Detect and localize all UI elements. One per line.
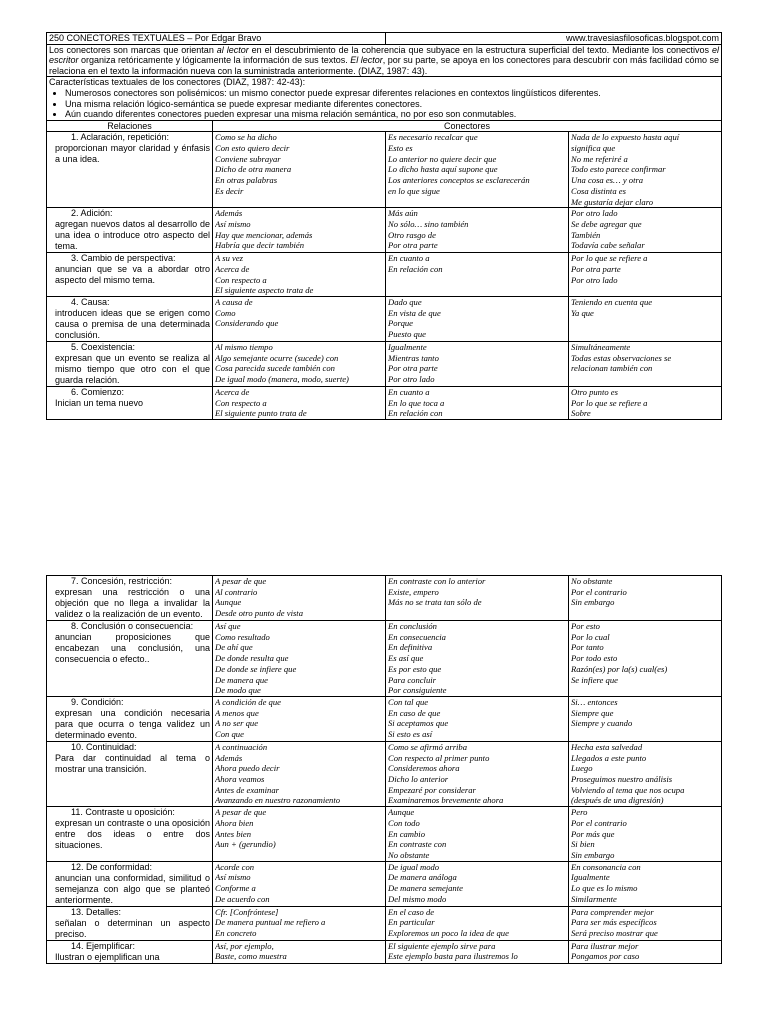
connector-list xyxy=(213,342,386,387)
intro-row xyxy=(47,44,722,77)
connector-item: A su vez xyxy=(215,253,244,264)
connector-item: Al contrario xyxy=(215,586,258,597)
connector-item: Ya que xyxy=(571,307,594,318)
connector-item: Todo esto parece confirmar xyxy=(571,164,666,175)
connector-item: Será preciso mostrar que xyxy=(571,928,658,939)
connector-item: Sin embargo xyxy=(571,849,615,860)
connector-list xyxy=(386,906,569,940)
connector-item: Más aún xyxy=(388,208,418,219)
connector-item: Para ilustrar mejor xyxy=(571,940,639,951)
connector-item: Mientras tanto xyxy=(388,352,439,363)
connector-item: Por todo esto xyxy=(571,653,618,664)
relation-row xyxy=(47,387,722,420)
connector-item: en lo que sigue xyxy=(388,185,440,196)
connector-item: De manera puntual me refiero a xyxy=(215,917,326,928)
connector-list xyxy=(569,807,722,862)
relation-title: 10. Continuidad: xyxy=(71,741,137,752)
connector-item: Es así que xyxy=(388,653,424,664)
connector-item: Razón(es) por la(s) cual(es) xyxy=(571,663,668,674)
connector-item: En el caso de xyxy=(388,906,435,917)
relation-cell xyxy=(47,807,213,862)
connector-item: De igual modo xyxy=(388,861,440,872)
relation-cell xyxy=(47,387,213,420)
connector-list xyxy=(213,696,386,741)
connector-item: En cuanto a xyxy=(388,387,430,398)
connector-item: Así mismo xyxy=(215,872,251,883)
relation-description: anuncian proposiciones que encabezan una conclusión, una consecuencia o efecto.. xyxy=(55,632,210,664)
connector-list xyxy=(386,696,569,741)
connector-item: Nada de lo expuesto hasta aquí xyxy=(571,132,680,143)
relation-row xyxy=(47,621,722,697)
relation-title: 6. Comienzo: xyxy=(71,387,125,398)
relation-description: expresan una condición necesaria para que ocurra o tenga validez un determinado evento. xyxy=(55,707,210,740)
connector-item: Todavía cabe señalar xyxy=(571,240,645,251)
connector-item: En relación con xyxy=(388,263,443,274)
connector-item: Por otro lado xyxy=(571,208,618,219)
relation-title: 12. De conformidad: xyxy=(71,861,153,872)
connector-item: Lo dicho hasta aquí supone que xyxy=(388,164,498,175)
connector-list xyxy=(213,741,386,806)
connector-item: Igualmente xyxy=(571,872,610,883)
connector-list xyxy=(213,940,386,963)
connector-item: Esto es xyxy=(388,143,413,154)
relation-cell xyxy=(47,861,213,906)
relation-description: Ilustran o ejemplifican una xyxy=(55,951,160,962)
connector-item: A condición de que xyxy=(215,696,281,707)
connector-list xyxy=(213,576,386,621)
relation-description: expresan una restricción o una objeción que no llega a invalidar la validez o la realización de un evento. xyxy=(55,587,210,619)
connector-item: Todas estas observaciones se xyxy=(571,352,672,363)
relation-description: señalan o determinan un aspecto preciso. xyxy=(55,917,210,939)
relation-description: anuncian que se va a abordar otro aspecto del mismo tema. xyxy=(55,264,210,286)
connector-list xyxy=(386,940,569,963)
connector-item: Con respecto a xyxy=(215,397,267,408)
relation-row xyxy=(47,940,722,963)
connector-item: En otras palabras xyxy=(215,175,278,186)
connector-item: Siempre y cuando xyxy=(571,718,633,729)
connector-item: A causa de xyxy=(215,297,253,308)
connector-item: Dado que xyxy=(388,297,422,308)
relation-row xyxy=(47,342,722,387)
connector-list xyxy=(386,208,569,253)
relation-cell xyxy=(47,253,213,297)
connector-item: Algo semejante ocurre (sucede) con xyxy=(215,352,339,363)
connector-item: Si… entonces xyxy=(571,696,618,707)
relation-row xyxy=(47,861,722,906)
connector-item: Con que xyxy=(215,729,244,740)
connector-list xyxy=(213,253,386,297)
characteristics-list xyxy=(49,88,719,120)
relation-description: proporcionan mayor claridad y énfasis a una idea. xyxy=(55,143,210,165)
relation-row xyxy=(47,208,722,253)
connector-item: Si bien xyxy=(571,839,595,850)
intro-paragraph: Los conectores son marcas que orientan al lector en el descubrimiento de la coherencia que subyace en la estructura superficial del texto. Mediante los conectivos el escritor organiza retóricamente y lógicamente la información de sus textos. El lector, por su parte, se apoya en los conectores para descubrir con más facilidad cómo se relaciona en el texto la información nueva con la suministrada anteriormente. (DIAZ, 1987: 43). xyxy=(47,44,722,77)
connector-item: Al mismo tiempo xyxy=(215,342,273,353)
connector-item: Así que xyxy=(215,621,241,631)
connector-item: Dicho de otra manera xyxy=(215,164,292,175)
connector-item: Volviendo al tema que nos ocupa xyxy=(571,784,685,795)
relation-row xyxy=(47,807,722,862)
connector-item: Aunque xyxy=(388,807,415,818)
connector-item: Es por esto que xyxy=(388,663,442,674)
relation-title: 8. Conclusión o consecuencia: xyxy=(71,621,194,631)
connector-item: Otro rasgo de xyxy=(388,229,436,240)
connector-list xyxy=(569,297,722,342)
connector-item: Para comprender mejor xyxy=(571,906,654,917)
connector-item: Cosa distinta es xyxy=(571,185,626,196)
connector-item: No obstante xyxy=(571,576,613,586)
connector-item: Simultáneamente xyxy=(571,342,631,353)
connector-item: Se infiere que xyxy=(571,674,618,685)
connector-list xyxy=(386,253,569,297)
characteristic-item: • Numerosos conectores son polisémicos: un mismo conector puede expresar diferentes relaciones en contextos lingüísticos diferentes. xyxy=(65,88,719,99)
connector-item: En particular xyxy=(388,917,435,928)
connector-item: Ahora puedo decir xyxy=(215,763,280,774)
connector-list xyxy=(569,906,722,940)
connector-item: Por lo que se refiere a xyxy=(571,253,648,264)
connector-item: Similarmente xyxy=(571,893,617,904)
connector-item: Se debe agregar que xyxy=(571,218,642,229)
relation-title: 7. Concesión, restricción: xyxy=(71,576,173,586)
relation-cell xyxy=(47,940,213,963)
connector-list xyxy=(569,621,722,697)
connector-item: Los anteriores conceptos se esclarecerán xyxy=(388,175,530,186)
relation-cell xyxy=(47,741,213,806)
relation-description: anuncian una conformidad, similitud o semejanza con algo que se planteó anteriormente. xyxy=(55,872,210,905)
connector-item: En contraste con lo anterior xyxy=(388,576,486,586)
connector-item: Antes de examinar xyxy=(215,784,279,795)
connector-item: Por lo que se refiere a xyxy=(571,397,648,408)
connector-item: Así, por ejemplo, xyxy=(215,940,274,951)
connector-item: De igual modo (manera, modo, suerte) xyxy=(215,374,349,385)
connector-item: Desde otro punto de vista xyxy=(215,608,303,619)
relation-description: agregan nuevos datos al desarrollo de una idea o introduce otro aspecto del tema. xyxy=(55,219,210,252)
connector-list xyxy=(569,576,722,621)
connector-item: Como se ha dicho xyxy=(215,132,277,143)
connector-item: A pesar de que xyxy=(215,807,267,818)
connector-item: Por otra parte xyxy=(388,363,438,374)
connector-item: Con esto quiero decir xyxy=(215,143,290,154)
connector-item: Dicho lo anterior xyxy=(388,774,449,785)
relation-row xyxy=(47,297,722,342)
connector-item: Hay que mencionar, además xyxy=(215,229,313,240)
relation-title: 11. Contraste u oposición: xyxy=(71,807,175,818)
connector-list xyxy=(213,807,386,862)
relation-description: Para dar continuidad al tema o mostrar una transición. xyxy=(55,752,210,774)
relation-cell xyxy=(47,906,213,940)
connector-item: En cuanto a xyxy=(388,253,430,264)
column-header-conectores: Conectores xyxy=(213,120,722,132)
connector-item: Por tanto xyxy=(571,642,604,653)
connector-item: Por lo cual xyxy=(571,631,610,642)
characteristics-row xyxy=(47,77,722,120)
connector-item: De manera que xyxy=(215,674,268,685)
connector-item: significa que xyxy=(571,143,616,154)
connector-item: Por más que xyxy=(571,828,615,839)
connector-item: Por el contrario xyxy=(571,817,627,828)
connector-item: Aun + (gerundio) xyxy=(215,839,276,850)
connector-item: Por otra parte xyxy=(571,263,621,274)
connector-item: Si aceptamos que xyxy=(388,718,449,729)
connector-list xyxy=(213,861,386,906)
relation-row xyxy=(47,253,722,297)
connector-item: Este ejemplo basta para ilustremos lo xyxy=(388,951,518,962)
connector-list xyxy=(386,807,569,862)
connector-item: Pongamos por caso xyxy=(571,951,640,962)
connector-item: Puesto que xyxy=(388,329,426,340)
characteristic-item: • Una misma relación lógico-semántica se puede expresar mediante diferentes conectores. xyxy=(65,99,719,110)
characteristic-item: • Aún cuando diferentes conectores pueden expresar una misma relación semántica, no por eso son conmutables. xyxy=(65,109,719,120)
connector-list xyxy=(569,387,722,420)
connector-item: De manera análoga xyxy=(388,872,457,883)
connector-item: Con respecto al primer punto xyxy=(388,752,490,763)
relation-title: 13. Detalles: xyxy=(71,906,122,917)
connector-item: En consonancia con xyxy=(571,861,641,872)
connector-item: Consideremos ahora xyxy=(388,763,460,774)
connector-item: (después de una digresión) xyxy=(571,795,664,806)
relation-row xyxy=(47,132,722,208)
connector-item: A pesar de que xyxy=(215,576,267,586)
connector-item: Avanzando en nuestro razonamiento xyxy=(215,795,340,806)
connector-item: Lo anterior no quiere decir que xyxy=(388,153,497,164)
connector-list xyxy=(386,861,569,906)
connector-item: Más no se trata tan sólo de xyxy=(388,597,482,608)
connector-item: No me referiré a xyxy=(571,153,628,164)
connector-item: En caso de que xyxy=(388,707,441,718)
relation-row xyxy=(47,696,722,741)
connector-list xyxy=(386,741,569,806)
relation-cell xyxy=(47,208,213,253)
relation-row xyxy=(47,906,722,940)
relation-title: 14. Ejemplificar: xyxy=(71,940,136,951)
connector-item: Por otra parte xyxy=(388,240,438,251)
connector-item: Con respecto a xyxy=(215,274,267,285)
relation-cell xyxy=(47,696,213,741)
connectors-table-page-2 xyxy=(46,575,722,964)
connector-item: En vista de que xyxy=(388,307,441,318)
connector-item: Otro punto es xyxy=(571,387,618,398)
connector-item: Luego xyxy=(571,763,593,774)
connector-item: De donde se infiere que xyxy=(215,663,297,674)
connector-item: Acerca de xyxy=(215,263,250,274)
connector-item: relacionan también con xyxy=(571,363,653,374)
connector-list xyxy=(386,297,569,342)
connector-item: El siguiente punto trata de xyxy=(215,408,307,419)
connector-item: A continuación xyxy=(215,741,268,752)
connector-item: Con tal que xyxy=(388,696,429,707)
connector-item: Para concluir xyxy=(388,674,436,685)
connector-item: No sólo… sino también xyxy=(388,218,469,229)
connector-item: A menos que xyxy=(215,707,259,718)
connector-item: Por consiguiente xyxy=(388,685,447,696)
relation-title: 1. Aclaración, repetición: xyxy=(71,132,170,143)
connector-item: Teniendo en cuenta que xyxy=(571,297,653,308)
connector-item: Aunque xyxy=(215,597,242,608)
connector-item: Con todo xyxy=(388,817,420,828)
connector-list xyxy=(569,342,722,387)
connector-item: Conforme a xyxy=(215,883,256,894)
connector-item: Ahora bien xyxy=(215,817,254,828)
connector-item: Empezaré por considerar xyxy=(388,784,476,795)
connector-item: De manera semejante xyxy=(388,883,463,894)
connector-item: No obstante xyxy=(388,849,430,860)
connector-list xyxy=(569,208,722,253)
connector-item: En concreto xyxy=(215,928,257,939)
connector-item: Como se afirmó arriba xyxy=(388,741,468,752)
relation-description: Inician un tema nuevo xyxy=(55,398,144,409)
connector-item: Conviene subrayar xyxy=(215,153,281,164)
connector-item: En lo que toca a xyxy=(388,397,445,408)
connector-item: Examinaremos brevemente ahora xyxy=(388,795,504,806)
connector-item: En contraste con xyxy=(388,839,447,850)
connector-item: Porque xyxy=(388,318,413,329)
connector-item: De ahí que xyxy=(215,642,253,653)
connector-item: Para ser más específicos xyxy=(571,917,657,928)
connector-item: Me gustaría dejar claro xyxy=(571,196,654,207)
connector-item: De donde resulta que xyxy=(215,653,289,664)
connector-list xyxy=(386,132,569,208)
relation-title: 3. Cambio de perspectiva: xyxy=(71,253,176,264)
source-url[interactable]: www.travesiasfilosoficas.blogspot.com xyxy=(386,33,722,45)
connector-item: Llegados a este punto xyxy=(571,752,647,763)
connector-item: Es decir xyxy=(215,185,244,196)
connector-item: Igualmente xyxy=(388,342,427,353)
connector-item: En relación con xyxy=(388,408,443,419)
connector-list xyxy=(386,576,569,621)
connector-item: Por otro lado xyxy=(388,374,435,385)
relation-cell xyxy=(47,576,213,621)
connector-list xyxy=(386,621,569,697)
connector-list xyxy=(213,297,386,342)
connector-list xyxy=(569,741,722,806)
connector-item: Una cosa es… y otra xyxy=(571,175,644,186)
characteristics-title: Características textuales de los conectores (DIAZ, 1987: 42-43): xyxy=(49,77,306,88)
connector-item: Como resultado xyxy=(215,631,270,642)
connector-item: Por esto xyxy=(571,621,600,631)
relation-title: 4. Causa: xyxy=(71,297,110,308)
connector-item: Como xyxy=(215,307,236,318)
connector-item: Así mismo xyxy=(215,218,251,229)
document-title: 250 CONECTORES TEXTUALES – Por Edgar Bravo xyxy=(47,33,386,45)
relation-row xyxy=(47,576,722,621)
connector-item: A no ser que xyxy=(215,718,259,729)
connector-item: Si esto es así xyxy=(388,729,433,740)
connector-item: Siempre que xyxy=(571,707,614,718)
relation-cell xyxy=(47,342,213,387)
connector-item: Por otro lado xyxy=(571,274,618,285)
relation-cell xyxy=(47,297,213,342)
connector-list xyxy=(386,342,569,387)
relation-title: 2. Adición: xyxy=(71,208,113,219)
relation-cell xyxy=(47,132,213,208)
connectors-table-page-1 xyxy=(46,32,722,420)
connector-list xyxy=(569,132,722,208)
connector-item: Acerca de xyxy=(215,387,250,398)
connector-item: Por el contrario xyxy=(571,586,627,597)
connector-item: Existe, empero xyxy=(388,586,439,597)
relation-cell xyxy=(47,621,213,697)
connector-list xyxy=(213,387,386,420)
connector-list xyxy=(569,940,722,963)
connector-list xyxy=(569,253,722,297)
connector-item: Del mismo modo xyxy=(388,893,447,904)
header-row xyxy=(47,33,722,45)
connector-item: Acorde con xyxy=(215,861,255,872)
connector-item: El siguiente ejemplo sirve para xyxy=(388,940,496,951)
relation-description: introducen ideas que se erigen como causa o premisa de una determinada conclusión. xyxy=(55,308,210,341)
connector-item: Lo que es lo mismo xyxy=(571,883,638,894)
connector-item: De modo que xyxy=(215,685,261,696)
connector-item: En cambio xyxy=(388,828,425,839)
relation-description: expresan un contraste o una oposición entre dos ideas o entre dos situaciones. xyxy=(55,818,210,851)
connector-item: Cosa parecida sucede también con xyxy=(215,363,335,374)
connector-item: Es necesario recalcar que xyxy=(388,132,478,143)
connector-item: Además xyxy=(215,208,243,219)
connector-list xyxy=(213,906,386,940)
connector-item: Baste, como muestra xyxy=(215,951,287,962)
column-header-row xyxy=(47,120,722,132)
connector-item: Cfr. [Confróntese] xyxy=(215,906,279,917)
connector-item: De acuerdo con xyxy=(215,893,270,904)
relation-description: expresan que un evento se realiza al mismo tiempo que otro con el que guarda relación. xyxy=(55,353,210,386)
connector-item: Considerando que xyxy=(215,318,279,329)
connector-list xyxy=(213,621,386,697)
relation-title: 9. Condición: xyxy=(71,696,124,707)
characteristics-block xyxy=(47,77,722,120)
connector-list xyxy=(386,387,569,420)
relation-title: 5. Coexistencia: xyxy=(71,342,136,353)
connector-item: Ahora veamos xyxy=(215,774,265,785)
connector-item: Pero xyxy=(571,807,588,818)
connector-item: En definitiva xyxy=(388,642,433,653)
connector-item: Además xyxy=(215,752,243,763)
connector-item: En conclusión xyxy=(388,621,437,631)
connector-item: Habría que decir también xyxy=(215,240,305,251)
connector-list xyxy=(213,208,386,253)
column-header-relaciones: Relaciones xyxy=(47,120,213,132)
connector-item: En consecuencia xyxy=(388,631,446,642)
relation-row xyxy=(47,741,722,806)
connector-item: Sin embargo xyxy=(571,597,615,608)
connector-item: Hecha esta salvedad xyxy=(571,741,643,752)
connector-list xyxy=(569,696,722,741)
connector-item: Proseguimos nuestro análisis xyxy=(571,774,673,785)
connector-item: Sobre xyxy=(571,408,591,419)
connector-item: Exploremos un poco la idea de que xyxy=(388,928,509,939)
connector-item: El siguiente aspecto trata de xyxy=(215,285,314,296)
connector-list xyxy=(213,132,386,208)
connector-item: Antes bien xyxy=(215,828,252,839)
connector-item: También xyxy=(571,229,601,240)
connector-list xyxy=(569,861,722,906)
